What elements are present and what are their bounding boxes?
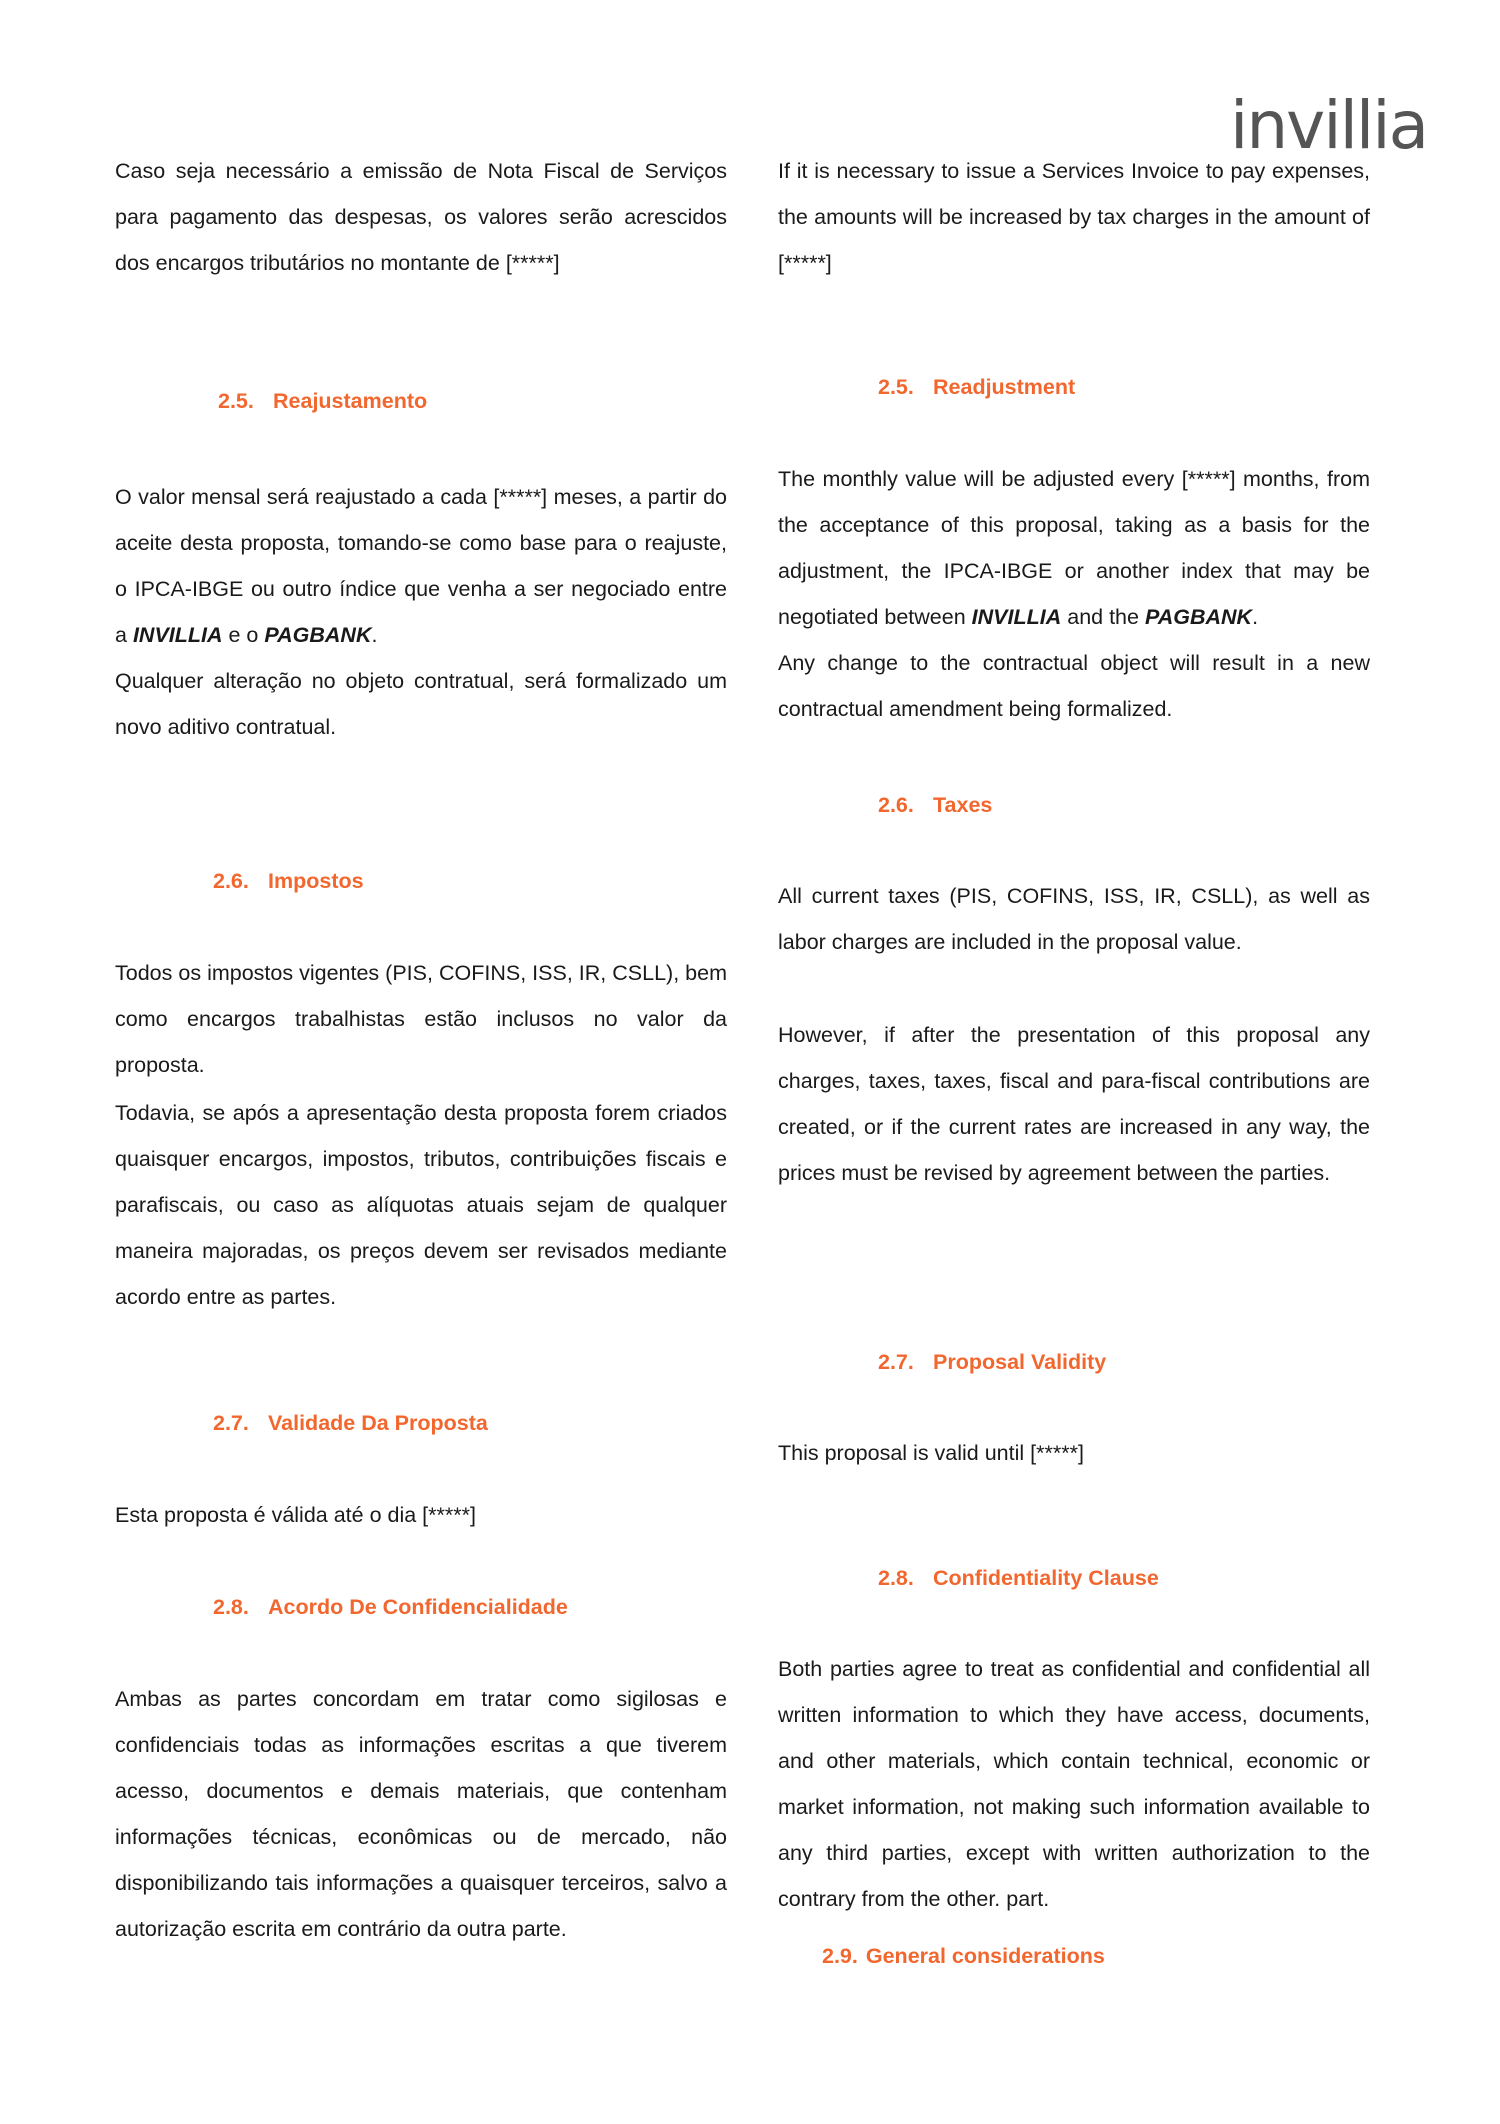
- heading-number: 2.7.: [878, 1350, 914, 1374]
- left-heading-reajustamento: [218, 386, 427, 416]
- heading-title: Readjustment: [933, 375, 1076, 399]
- paragraph-text: and the: [1061, 605, 1145, 629]
- right-readjustment-paragraph: [778, 456, 1370, 640]
- left-heading-impostos: [213, 866, 364, 896]
- heading-title: Taxes: [933, 793, 993, 817]
- heading-number: 2.7.: [213, 1411, 249, 1435]
- right-intro-paragraph: If it is necessary to issue a Services Invoice to pay expenses, the amounts will be increased by tax charges in the amount of [*****]: [778, 159, 1370, 275]
- heading-title: Acordo De Confidencialidade: [268, 1595, 568, 1619]
- left-todavia-paragraph: Todavia, se após a apresentação desta proposta forem criados quaisquer encargos, impostos, tributos, contribuições fiscais e parafiscais, ou caso as alíquotas atuais sejam de qualquer maneira majoradas, os preços devem ser revisados mediante acordo entre as partes.: [115, 1101, 727, 1309]
- paragraph-text: O valor mensal será reajustado a cada [*****] meses, a partir do aceite desta proposta, tomando-se como base para o reajuste, o IPCA-IBGE ou outro índice que venha a ser negociado entre a: [115, 485, 727, 647]
- heading-number: 2.8.: [878, 1566, 914, 1590]
- heading-number: 2.6.: [878, 793, 914, 817]
- company-name-invillia: INVILLIA: [132, 623, 223, 647]
- heading-title: Confidentiality Clause: [933, 1566, 1159, 1590]
- right-validity-paragraph: This proposal is valid until [*****]: [778, 1441, 1084, 1465]
- paragraph-text: The monthly value will be adjusted every [*****] months, from the acceptance of this proposal, taking as a basis for the adjustment, the IPCA-IBGE or another index that may be negotiated between: [778, 467, 1370, 629]
- heading-number: 2.6.: [213, 869, 249, 893]
- right-heading-taxes: [878, 790, 992, 820]
- left-heading-confidencialidade: [213, 1592, 568, 1622]
- right-heading-confidentiality: [878, 1563, 1159, 1593]
- left-alteracao-paragraph: Qualquer alteração no objeto contratual, será formalizado um novo aditivo contratual.: [115, 669, 727, 739]
- heading-title: General considerations: [865, 1944, 1105, 1968]
- paragraph-text: .: [371, 623, 378, 647]
- company-name-pagbank: PAGBANK: [264, 623, 372, 647]
- left-reajuste-paragraph: [115, 474, 727, 658]
- heading-number: 2.5.: [218, 389, 254, 413]
- heading-number: 2.5.: [878, 375, 914, 399]
- right-heading-readjustment: [878, 372, 1075, 402]
- invillia-logo: invillia: [1230, 87, 1428, 164]
- right-heading-validity: [878, 1347, 1106, 1377]
- right-however-paragraph: However, if after the presentation of this proposal any charges, taxes, taxes, fiscal and para-fiscal contributions are created, or if the current rates are increased in any way, the prices must be revised by agreement between the parties.: [778, 1023, 1370, 1185]
- heading-title: Validade Da Proposta: [268, 1411, 488, 1435]
- company-name-invillia: INVILLIA: [971, 605, 1062, 629]
- paragraph-text: .: [1252, 605, 1259, 629]
- right-change-paragraph: Any change to the contractual object will result in a new contractual amendment being formalized.: [778, 651, 1370, 721]
- heading-title: Proposal Validity: [933, 1350, 1107, 1374]
- heading-number: 2.9.: [822, 1944, 858, 1968]
- company-name-pagbank: PAGBANK: [1144, 605, 1253, 629]
- right-taxes-paragraph: All current taxes (PIS, COFINS, ISS, IR, CSLL), as well as labor charges are included in the proposal value.: [778, 884, 1370, 954]
- heading-number: 2.8.: [213, 1595, 249, 1619]
- right-confidentiality-paragraph: Both parties agree to treat as confidential and confidential all written information to which they have access, documents, and other materials, which contain technical, economic or market information, not making such information available to any third parties, except with written authorization to the contrary from the other. part.: [778, 1657, 1370, 1911]
- left-confidencialidade-paragraph: Ambas as partes concordam em tratar como sigilosas e confidenciais todas as informações escritas a que tiverem acesso, documentos e demais materiais, que contenham informações técnicas, econômicas ou de mercado, não disponibilizando tais informações a quaisquer terceiros, salvo a autorização escrita em contrário da outra parte.: [115, 1687, 727, 1941]
- heading-title: Impostos: [268, 869, 364, 893]
- right-heading-general-considerations: [822, 1941, 1105, 1971]
- left-impostos-paragraph: Todos os impostos vigentes (PIS, COFINS, ISS, IR, CSLL), bem como encargos trabalhistas estão inclusos no valor da proposta.: [115, 961, 727, 1077]
- left-intro-paragraph: Caso seja necessário a emissão de Nota Fiscal de Serviços para pagamento das despesas, os valores serão acrescidos dos encargos tributários no montante de [*****]: [115, 159, 727, 275]
- left-validade-paragraph: Esta proposta é válida até o dia [*****]: [115, 1503, 476, 1527]
- heading-title: Reajustamento: [273, 389, 428, 413]
- left-heading-validade: [213, 1408, 488, 1438]
- paragraph-text: e o: [222, 623, 265, 647]
